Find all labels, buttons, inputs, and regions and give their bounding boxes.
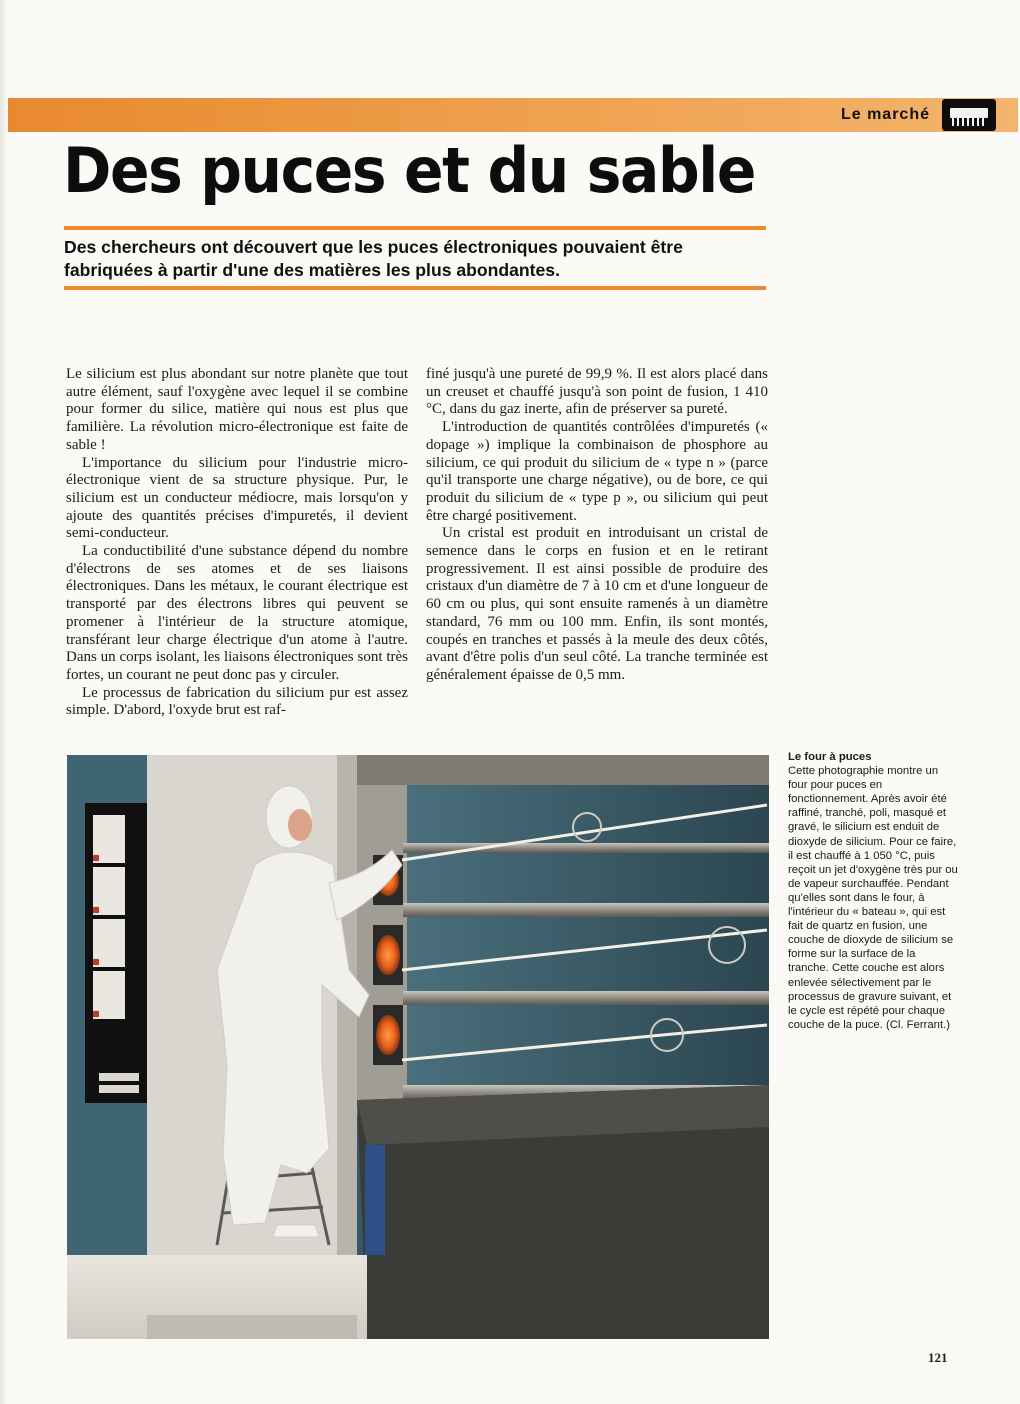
microchip-icon	[942, 99, 996, 131]
deck: Des chercheurs ont découvert que les puces électroniques pouvaient être fabriquées à partir d'une des matières les plus abondantes.	[64, 237, 683, 280]
paragraph: finé jusqu'à une pureté de 99,9 %. Il est alors placé dans un creuset et chauffé jusqu'à son point de fusion, 1 410 °C, dans du gaz inerte, afin de préserver sa pureté.	[426, 366, 768, 418]
paragraph: Un cristal est produit en introduisant un cristal de semence dans le corps en fusion et en le retirant progressivement. Il est ainsi possible de produire des cristaux d'un diamètre de 7 à 10 cm et d'une longueur de 60 cm ou plus, qui sont ensuite ramenés à un diamètre standard, 76 mm ou 100 mm. Enfin, ils sont montés, coupés en tranches et passés à la meule des deux côtés, avant d'être polis d'un seul côté. La tranche terminée est généralement épaisse de 0,5 mm.	[426, 525, 768, 683]
paragraph: L'importance du silicium pour l'industrie micro-électronique vient de sa structure physique. Pur, le silicium est un conducteur médiocre, mais lorsqu'on y ajoute des quantités précises d'impuretés, il devient semi-conducteur.	[66, 454, 408, 542]
body-column-1	[66, 366, 408, 720]
caption-text: Cette photographie montre un four pour puces en fonctionnement. Après avoir été raffiné, tranché, poli, masqué et gravé, le silicium est enduit de dioxyde de silicium. Pour ce faire, il est chauffé à 1 050 °C, puis reçoit un jet d'oxygène très pur ou de vapeur surchauffée. Pendant qu'elles sont dans le four, à l'intérieur du « bateau », qui est fait de quartz en fusion, une couche de dioxyde de silicium se forme sur la surface de la tranche. Cette couche est alors enlevée sélectivement par le processus de gravure suivant, et le cycle est répété pour chaque couche de la puce. (Cl. Ferrant.)	[788, 765, 958, 1031]
caption-title: Le four à puces	[788, 751, 872, 763]
page-edge-shadow	[0, 0, 8, 1404]
clean-room-furnace-photo	[67, 755, 769, 1339]
paragraph: L'introduction de quantités contrôlées d'impuretés (« dopage ») implique la combinaison de phosphore au silicium, ce qui produit du silicium de « type n » (parce qu'il transporte une charge négative), ou de bore, ce qui produit du silicium de « type p », ou silicium qui peut être chargé positivement.	[426, 419, 768, 524]
photo-caption	[788, 750, 958, 1032]
deck-rule-top	[64, 226, 766, 230]
body-column-2	[426, 366, 768, 685]
paragraph: Le silicium est plus abondant sur notre planète que tout autre élément, sauf l'oxygène avec lequel il se combine pour former du silice, matière qui nous est plus que familière. La révolution micro-électronique est faite de sable !	[66, 366, 408, 453]
paragraph: La conductibilité d'une substance dépend du nombre d'électrons de ses atomes et de ses liaisons électroniques. Dans les métaux, le courant électrique est transporté par des électrons libres qui peuvent se promener à l'intérieur de la structure atomique, transférant leur charge électrique d'un atome à l'autre. Dans un corps isolant, les liaisons électroniques sont très fortes, un courant ne peut donc pas y circuler.	[66, 543, 408, 683]
page-number: 121	[928, 1350, 948, 1365]
deck-rule-bottom	[64, 286, 766, 290]
headline: Des puces et du sable	[63, 134, 755, 207]
paragraph: Le processus de fabrication du silicium pur est assez simple. D'abord, l'oxyde brut est raf-	[66, 684, 408, 719]
section-label: Le marché	[840, 106, 930, 123]
